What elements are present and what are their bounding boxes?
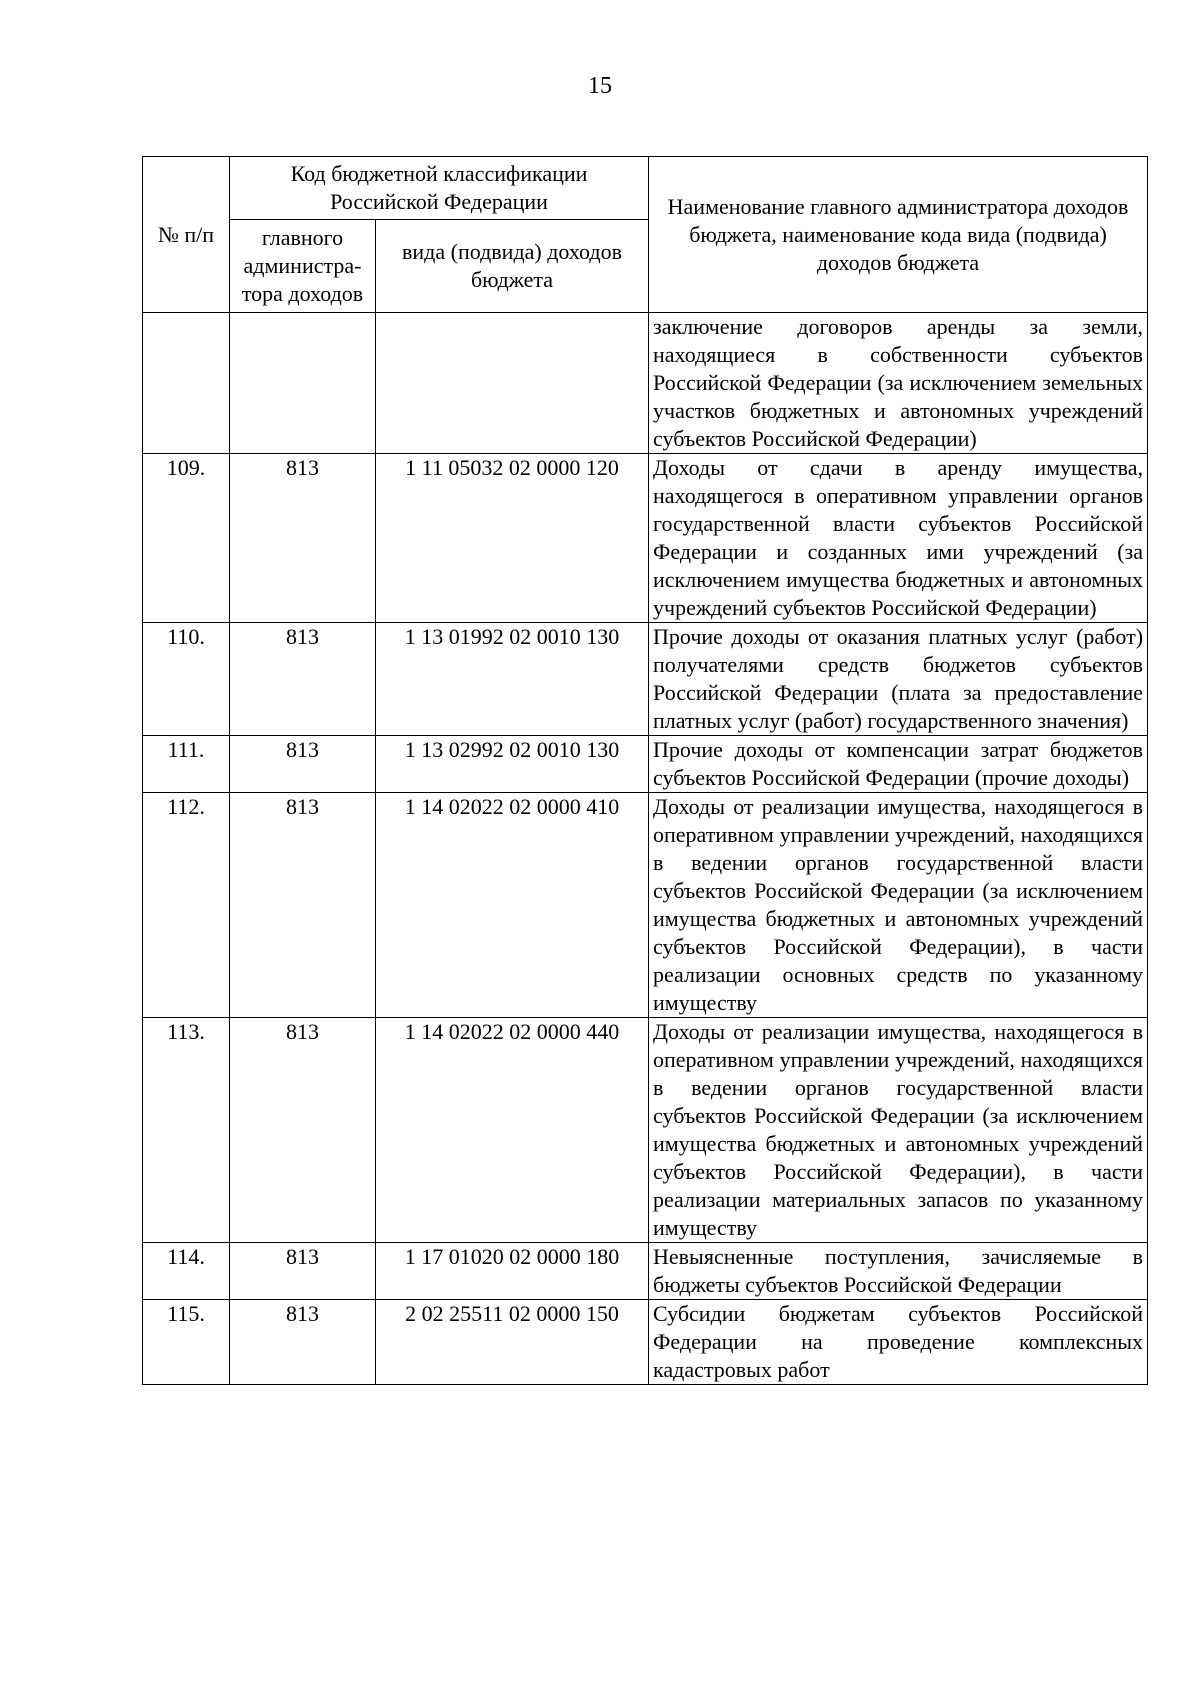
- revenue-code-cell: 1 13 02992 02 0010 130: [376, 736, 649, 793]
- row-number-cell: 111.: [143, 736, 230, 793]
- table-row: [143, 454, 1148, 623]
- row-number-cell: 112.: [143, 793, 230, 1018]
- row-number-cell: 115.: [143, 1300, 230, 1385]
- table-row: [143, 313, 1148, 454]
- revenue-code-cell: 1 11 05032 02 0000 120: [376, 454, 649, 623]
- header-name: Наименование главного администратора доходов бюджета, наименование кода вида (подвида) доходов бюджета: [649, 157, 1148, 313]
- revenue-name-cell: Доходы от сдачи в аренду имущества, находящегося в оперативном управлении органов государственной власти субъектов Российской Федерации и созданных ими учреждений (за исключением имущества бюджетных и автономных учреждений субъектов Российской Федерации): [649, 454, 1148, 623]
- header-code: вида (подвида) доходов бюджета: [376, 220, 649, 313]
- revenue-name-cell: Субсидии бюджетам субъектов Российской Федерации на проведение комплексных кадастровых работ: [649, 1300, 1148, 1385]
- admin-code-cell: 813: [230, 793, 376, 1018]
- revenue-code-cell: 1 13 01992 02 0010 130: [376, 623, 649, 736]
- row-number-cell: [143, 313, 230, 454]
- revenue-name-cell: заключение договоров аренды за земли, находящиеся в собственности субъектов Российской Федерации (за исключением земельных участков бюджетных и автономных учреждений субъектов Российской Федерации): [649, 313, 1148, 454]
- header-admin: главного администра-тора доходов: [230, 220, 376, 313]
- table-row: [143, 1018, 1148, 1243]
- revenue-code-cell: 1 17 01020 02 0000 180: [376, 1243, 649, 1300]
- revenue-name-cell: Доходы от реализации имущества, находящегося в оперативном управлении учреждений, находящихся в ведении органов государственной власти субъектов Российской Федерации (за исключением имущества бюджетных и автономных учреждений субъектов Российской Федерации), в части реализации материальных запасов по указанному имуществу: [649, 1018, 1148, 1243]
- admin-code-cell: 813: [230, 1018, 376, 1243]
- table-row: [143, 1300, 1148, 1385]
- revenue-name-cell: Прочие доходы от оказания платных услуг (работ) получателями средств бюджетов субъектов Российской Федерации (плата за предоставление платных услуг (работ) государственного значения): [649, 623, 1148, 736]
- revenue-code-cell: 2 02 25511 02 0000 150: [376, 1300, 649, 1385]
- table-row: [143, 736, 1148, 793]
- revenue-name-cell: Прочие доходы от компенсации затрат бюджетов субъектов Российской Федерации (прочие доходы): [649, 736, 1148, 793]
- admin-code-cell: 813: [230, 736, 376, 793]
- revenue-code-cell: 1 14 02022 02 0000 440: [376, 1018, 649, 1243]
- header-kbk-group: Код бюджетной классификации Российской Федерации: [230, 157, 649, 220]
- budget-revenue-table: [142, 156, 1148, 1385]
- row-number-cell: 109.: [143, 454, 230, 623]
- header-num: № п/п: [143, 157, 230, 313]
- revenue-code-cell: 1 14 02022 02 0000 410: [376, 793, 649, 1018]
- row-number-cell: 110.: [143, 623, 230, 736]
- table-row: [143, 1243, 1148, 1300]
- admin-code-cell: 813: [230, 1300, 376, 1385]
- header-row-1: [143, 157, 1148, 220]
- admin-code-cell: 813: [230, 623, 376, 736]
- revenue-name-cell: Доходы от реализации имущества, находящегося в оперативном управлении учреждений, находящихся в ведении органов государственной власти субъектов Российской Федерации (за исключением имущества бюджетных и автономных учреждений субъектов Российской Федерации), в части реализации основных средств по указанному имуществу: [649, 793, 1148, 1018]
- admin-code-cell: 813: [230, 1243, 376, 1300]
- row-number-cell: 114.: [143, 1243, 230, 1300]
- row-number-cell: 113.: [143, 1018, 230, 1243]
- page-number: 15: [588, 73, 612, 99]
- revenue-code-cell: [376, 313, 649, 454]
- admin-code-cell: [230, 313, 376, 454]
- revenue-name-cell: Невыясненные поступления, зачисляемые в бюджеты субъектов Российской Федерации: [649, 1243, 1148, 1300]
- table-row: [143, 793, 1148, 1018]
- table-row: [143, 623, 1148, 736]
- admin-code-cell: 813: [230, 454, 376, 623]
- table-body: [143, 313, 1148, 1385]
